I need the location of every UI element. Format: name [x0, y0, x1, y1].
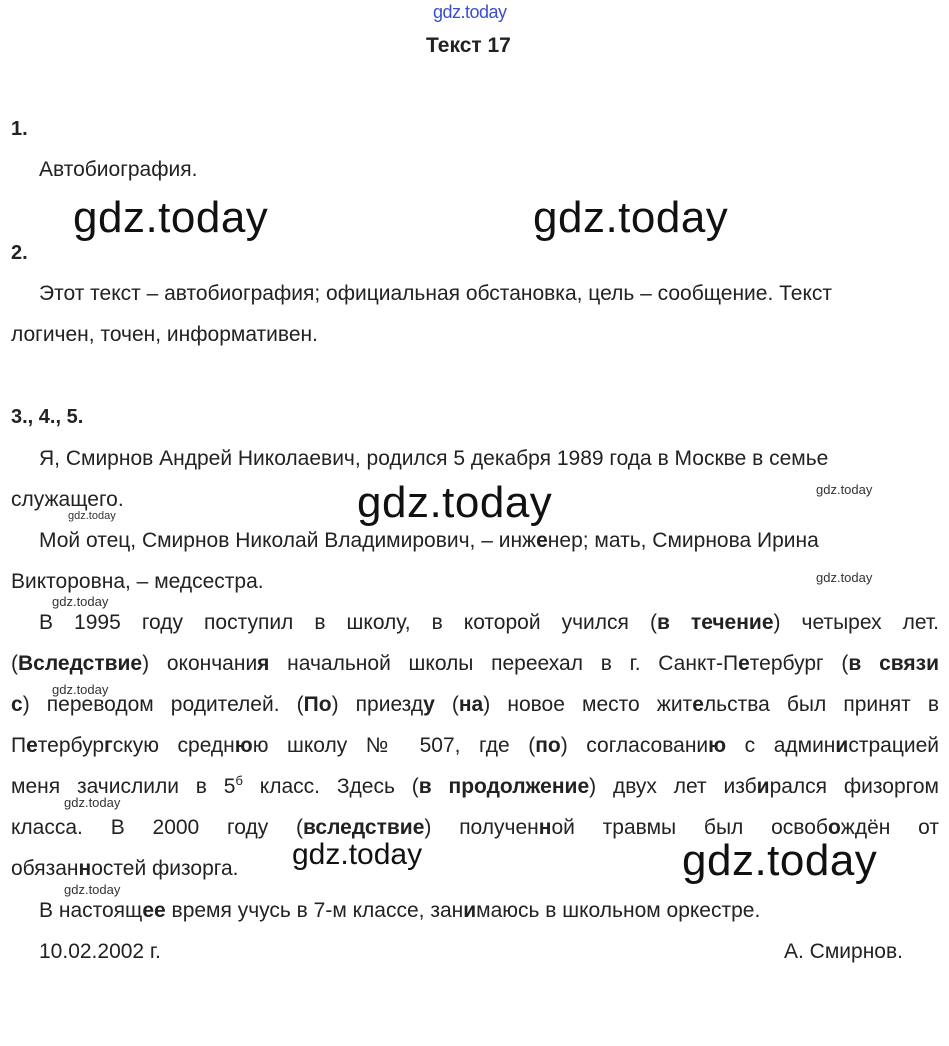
watermark: gdz.today	[816, 482, 873, 497]
letter-line: Мой отец, Смирнов Николай Владимирович, – инженер; мать, Смирнова Ирина	[39, 529, 819, 552]
letter-signature: А. Смирнов.	[784, 940, 903, 963]
watermark: gdz.today	[52, 682, 109, 697]
section-number-3: 3., 4., 5.	[11, 406, 84, 428]
watermark: gdz.today	[292, 838, 423, 871]
letter-date: 10.02.2002 г.	[39, 940, 161, 963]
letter-line: Петербургскую среднюю школу № 507, где (по) согласованию с администрацией	[11, 734, 939, 757]
letter-line: Викторовна, – медсестра.	[11, 570, 264, 593]
section-number-1: 1.	[11, 118, 28, 140]
section-number-2: 2.	[11, 242, 28, 264]
letter-line: класса. В 2000 году (вследствие) полученной травмы был освобождён от	[11, 816, 940, 839]
watermark: gdz.today	[64, 795, 121, 810]
letter-line: В настоящее время учусь в 7-м классе, занимаюсь в школьном оркестре.	[39, 899, 761, 922]
letter-line: меня зачислили в $5^б$ класс. Здесь (в продолжение) двух лет избирался физоргом	[11, 773, 939, 798]
section-2-line-1: Этот текст – автобиография; официальная обстановка, цель – сообщение. Текст	[39, 282, 833, 305]
page-title: Текст 17	[426, 34, 511, 57]
letter-line: с) переводом родителей. (По) приезду (на) новое место жительства был принят в	[11, 693, 939, 716]
watermark: gdz.today	[68, 510, 116, 522]
watermark: gdz.today	[816, 570, 873, 585]
section-2-line-2: логичен, точен, информативен.	[11, 323, 318, 346]
letter-line: обязанностей физорга.	[11, 857, 239, 880]
top-watermark: gdz.today	[433, 2, 507, 22]
letter-line: (Вследствие) окончания начальной школы переехал в г. Санкт-Петербург (в связи	[11, 652, 939, 675]
watermark: gdz.today	[357, 478, 553, 527]
watermark: gdz.today	[64, 882, 121, 897]
watermark: gdz.today	[52, 594, 109, 609]
letter-line: В 1995 году поступил в школу, в которой учился (в течение) четырех лет.	[39, 611, 939, 634]
watermark: gdz.today	[533, 193, 729, 242]
letter-line: Я, Смирнов Андрей Николаевич, родился 5 декабря 1989 года в Москве в семье	[39, 447, 829, 470]
section-1-text: Автобиография.	[39, 158, 198, 181]
watermark: gdz.today	[682, 836, 878, 885]
watermark: gdz.today	[73, 193, 269, 242]
letter-line: служащего.	[11, 488, 124, 511]
